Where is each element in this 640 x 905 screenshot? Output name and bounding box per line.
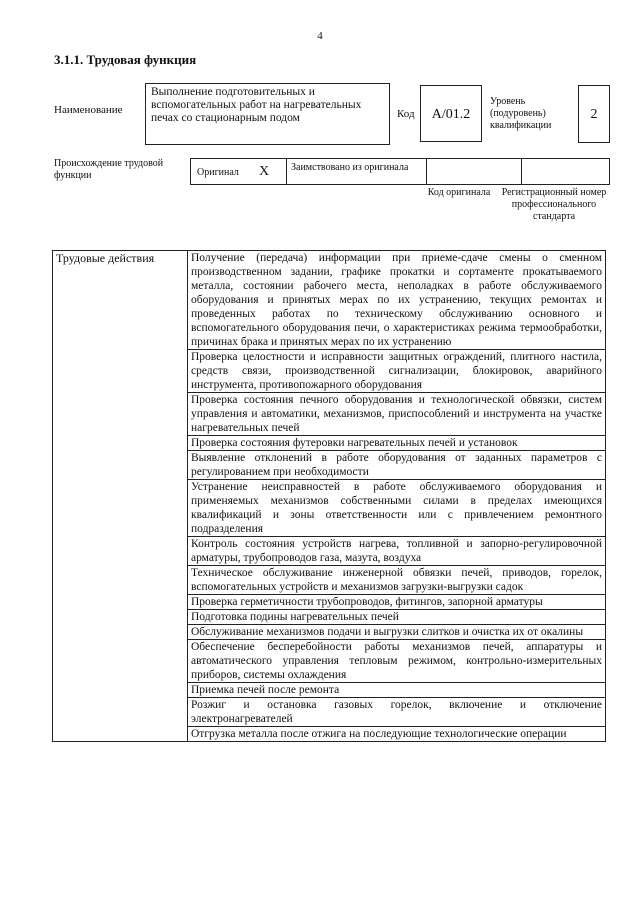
labor-action-item: Подготовка подины нагревательных печей xyxy=(188,610,606,625)
labor-actions-label: Трудовые действия xyxy=(53,251,188,742)
labor-action-item: Контроль состояния устройств нагрева, топливной и запорно-регулировочной арматуры, трубопроводов газа, мазута, воздуха xyxy=(188,537,606,566)
labor-actions-table xyxy=(52,250,606,742)
labor-action-item: Получение (передача) информации при приеме-сдаче смены о сменном производственном задании, графике прокатки и сортаменте прокатываемого металла, состоянии рабочего места, неполадках в работе обслуживаемого оборудования и принятых мерах по их устранению, текущих ремонтах и проведенных работах по техническому обслуживанию основного и вспомогательного оборудования печи, о характеристиках режима термообработки, причинах брака и принятых мерах по их устранению xyxy=(188,251,606,350)
labor-action-item: Проверка целостности и исправности защитных ограждений, плитного настила, средств связи, производственной сигнализации, блокировок, аварийного инструмента, противопожарного оборудования xyxy=(188,350,606,393)
code-value: A/01.2 xyxy=(420,85,482,142)
labor-action-item: Проверка состояния футеровки нагревательных печей и установок xyxy=(188,436,606,451)
origin-row xyxy=(190,158,610,185)
labor-action-item: Розжиг и остановка газовых горелок, включение и отключение электронагревателей xyxy=(188,698,606,727)
labor-action-item: Устранение неисправностей в работе обслуживаемого оборудования и применяемых механизмов собственными силами в пределах имеющихся квалификаций и зоны ответственности или с привлечением ремонтного подразделения xyxy=(188,480,606,537)
page-number: 4 xyxy=(317,30,323,42)
origin-label: Происхождение трудовой функции xyxy=(54,158,164,181)
original-label: Оригинал xyxy=(197,167,239,178)
labor-action-item: Отгрузка металла после отжига на последующие технологические операции xyxy=(188,727,606,742)
labor-action-item: Проверка герметичности трубопроводов, фитингов, запорной арматуры xyxy=(188,595,606,610)
name-label: Наименование xyxy=(54,104,123,116)
borrowed-label: Заимствовано из оригинала xyxy=(291,162,409,173)
original-mark: X xyxy=(259,164,270,179)
divider xyxy=(521,159,522,184)
labor-action-item: Выявление отклонений в работе оборудования от заданных параметров с регулированием при необходимости xyxy=(188,451,606,480)
labor-action-item: Обеспечение бесперебойности работы механизмов печей, аппаратуры и автоматического управления тепловым режимом, контрольно-измерительных приборов, системы охлаждения xyxy=(188,640,606,683)
function-name: Выполнение подготовительных и вспомогательных работ на нагревательных печах со стационарным подом xyxy=(145,83,390,145)
labor-action-item: Проверка состояния печного оборудования и технологической обвязки, систем управления и автоматики, механизмов, приспособлений и инструмента на участке нагревательных печей xyxy=(188,393,606,436)
reg-number-caption: Регистрационный номер профессионального стандарта xyxy=(501,187,607,222)
divider xyxy=(426,159,427,184)
table-row xyxy=(53,251,606,350)
labor-action-item: Приемка печей после ремонта xyxy=(188,683,606,698)
level-value: 2 xyxy=(578,85,610,143)
section-title: 3.1.1. Трудовая функция xyxy=(54,52,197,67)
labor-action-item: Техническое обслуживание инженерной обвязки печей, приводов, горелок, вспомогательных устройств и механизмов загрузки-выгрузки садок xyxy=(188,566,606,595)
labor-action-item: Обслуживание механизмов подачи и выгрузки слитков и очистка их от окалины xyxy=(188,625,606,640)
code-original-caption: Код оригинала xyxy=(427,187,491,198)
code-label: Код xyxy=(397,108,415,120)
level-label: Уровень (подуровень) квалификации xyxy=(490,96,552,131)
